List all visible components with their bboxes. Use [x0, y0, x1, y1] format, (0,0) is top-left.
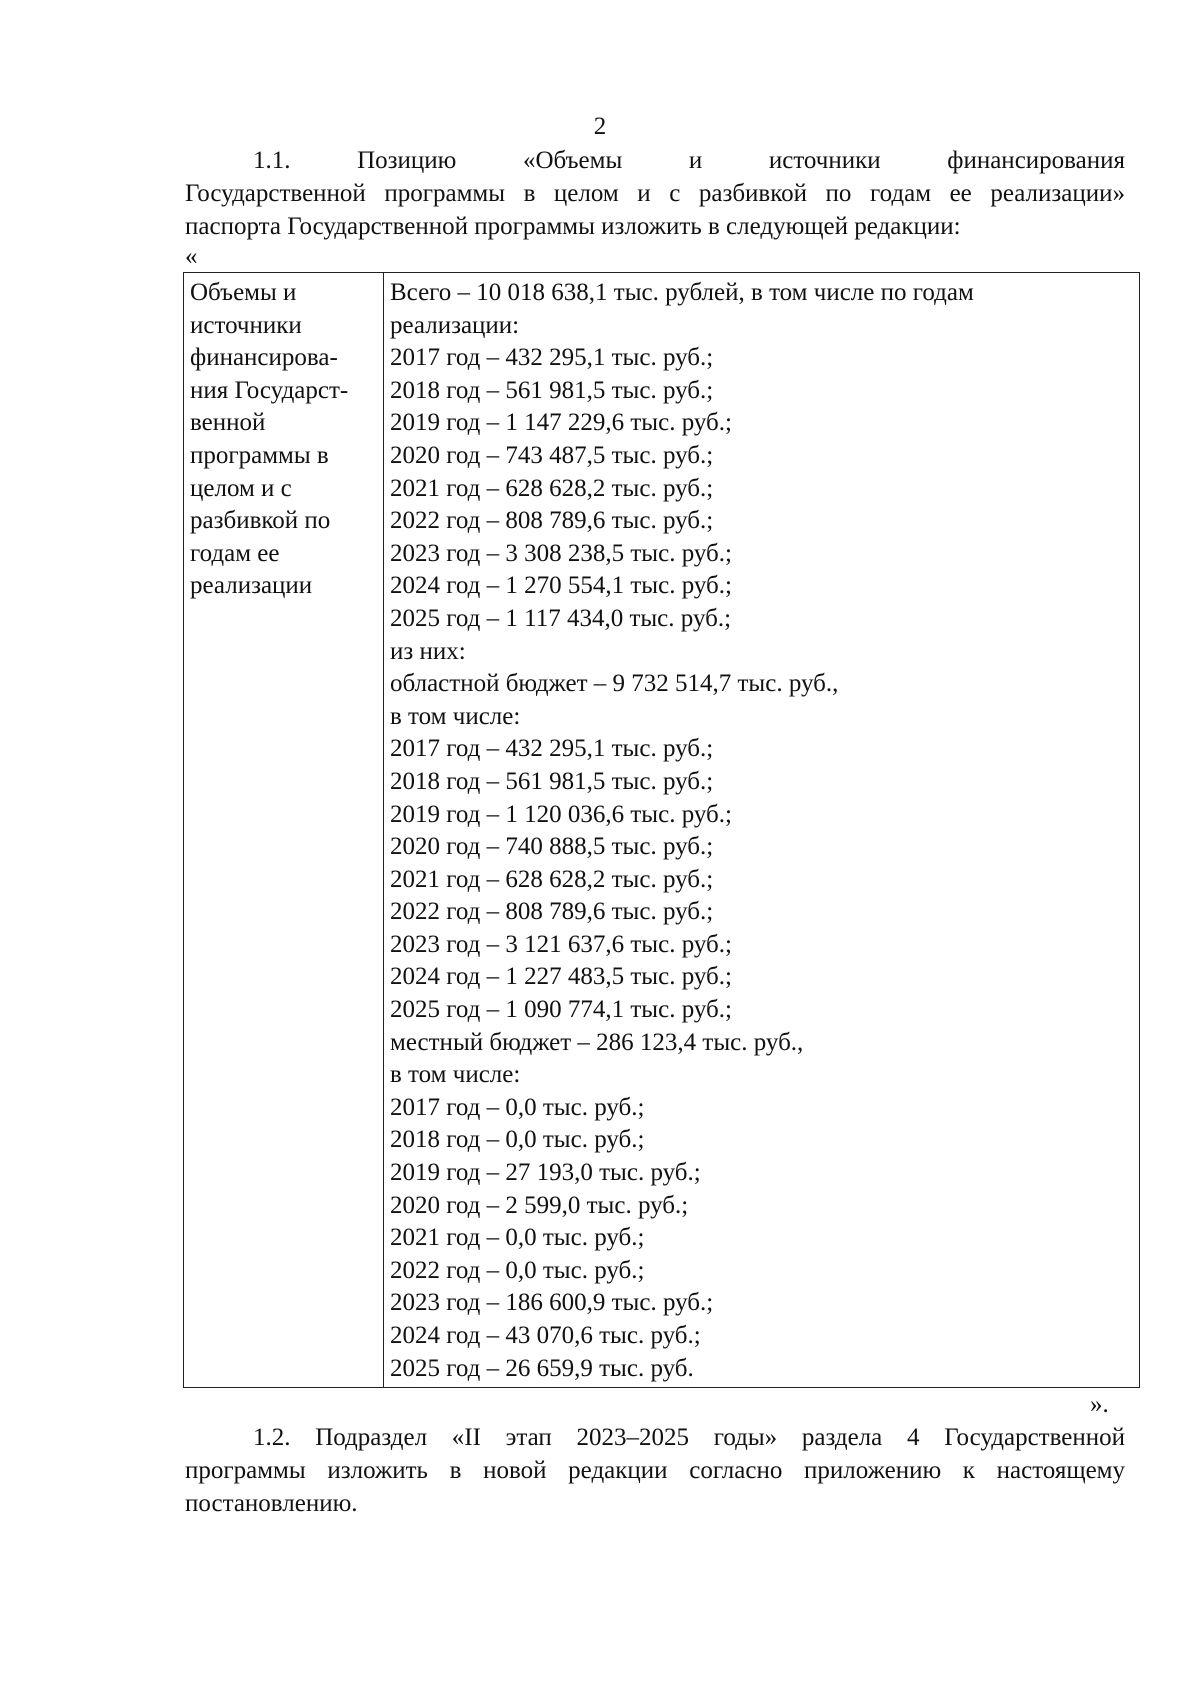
table-value-cell: [384, 273, 1139, 1387]
table-line: финансирова-: [190, 344, 338, 372]
table-line: 2024 год – 43 070,6 тыс. руб.;: [390, 1322, 701, 1349]
table-line: в том числе:: [390, 702, 521, 730]
table-line: 2018 год – 561 981,5 тыс. руб.;: [390, 767, 714, 795]
section-1-2-paragraph: [185, 1421, 1125, 1520]
table-line: годам ее: [190, 539, 280, 567]
table-line: венной: [190, 409, 266, 437]
table-line: 2021 год – 628 628,2 тыс. руб.;: [390, 474, 714, 502]
table-line: 2022 год – 808 789,6 тыс. руб.;: [390, 898, 714, 926]
opening-quote: «: [185, 243, 198, 270]
section-1-2-line: программы изложить в новой редакции согласно приложению к настоящему: [185, 1457, 1125, 1484]
section-1-1-line: 1.1. Позицию «Объемы и источники финансирования: [253, 147, 1125, 174]
table-line: 2017 год – 432 295,1 тыс. руб.;: [390, 735, 714, 763]
table-line: из них:: [390, 637, 466, 665]
section-1-2-line: 1.2. Подраздел «II этап 2023–2025 годы» раздела 4 Государственной: [253, 1424, 1125, 1451]
table-label-cell: [184, 273, 384, 1387]
table-line: 2025 год – 1 117 434,0 тыс. руб.;: [390, 604, 732, 632]
table-line: реализации:: [390, 311, 520, 339]
table-line: 2024 год – 1 270 554,1 тыс. руб.;: [390, 572, 732, 600]
table-line: 2019 год – 27 193,0 тыс. руб.;: [390, 1159, 701, 1187]
table-line: 2020 год – 743 487,5 тыс. руб.;: [390, 441, 714, 469]
table-line: Объемы и: [190, 279, 297, 306]
table-line: 2025 год – 1 090 774,1 тыс. руб.;: [390, 996, 732, 1024]
table-line: 2020 год – 2 599,0 тыс. руб.;: [390, 1191, 689, 1219]
table-line: 2023 год – 3 308 238,5 тыс. руб.;: [390, 539, 732, 567]
page-number: 2: [593, 113, 607, 140]
table-line: в том числе:: [390, 1061, 521, 1089]
section-1-2-line: постановлению.: [185, 1490, 358, 1517]
table-line: программы в: [190, 441, 329, 469]
table-line: местный бюджет – 286 123,4 тыс. руб.,: [390, 1028, 804, 1056]
table-line: областной бюджет – 9 732 514,7 тыс. руб.,: [390, 670, 839, 698]
financing-table: [183, 272, 1140, 1388]
table-line: Всего – 10 018 638,1 тыс. рублей, в том числе по годам: [390, 279, 974, 306]
table-line: 2019 год – 1 147 229,6 тыс. руб.;: [390, 409, 732, 437]
table-line: разбивкой по: [190, 507, 331, 535]
table-line: 2017 год – 0,0 тыс. руб.;: [390, 1093, 645, 1121]
table-line: 2017 год – 432 295,1 тыс. руб.;: [390, 344, 714, 372]
table-line: целом и с: [190, 474, 292, 502]
table-line: 2023 год – 3 121 637,6 тыс. руб.;: [390, 930, 732, 958]
table-line: 2018 год – 0,0 тыс. руб.;: [390, 1126, 645, 1154]
section-1-1-paragraph: [185, 144, 1125, 243]
table-line: 2023 год – 186 600,9 тыс. руб.;: [390, 1289, 714, 1317]
table-line: 2022 год – 808 789,6 тыс. руб.;: [390, 507, 714, 535]
table-line: 2021 год – 0,0 тыс. руб.;: [390, 1224, 645, 1252]
table-line: 2021 год – 628 628,2 тыс. руб.;: [390, 865, 714, 893]
table-line: 2018 год – 561 981,5 тыс. руб.;: [390, 376, 714, 404]
table-line: 2019 год – 1 120 036,6 тыс. руб.;: [390, 800, 732, 828]
table-line: 2022 год – 0,0 тыс. руб.;: [390, 1256, 645, 1284]
table-line: 2020 год – 740 888,5 тыс. руб.;: [390, 833, 714, 861]
section-1-1-line: паспорта Государственной программы изложить в следующей редакции:: [185, 213, 961, 240]
table-line: 2025 год – 26 659,9 тыс. руб.: [390, 1354, 694, 1382]
section-1-1-line: Государственной программы в целом и с разбивкой по годам ее реализации»: [185, 180, 1125, 207]
table-line: источники: [190, 311, 302, 339]
closing-quote: ».: [1090, 1391, 1109, 1418]
table-line: реализации: [190, 572, 313, 600]
table-line: 2024 год – 1 227 483,5 тыс. руб.;: [390, 963, 732, 991]
table-line: ния Государст-: [190, 376, 349, 404]
